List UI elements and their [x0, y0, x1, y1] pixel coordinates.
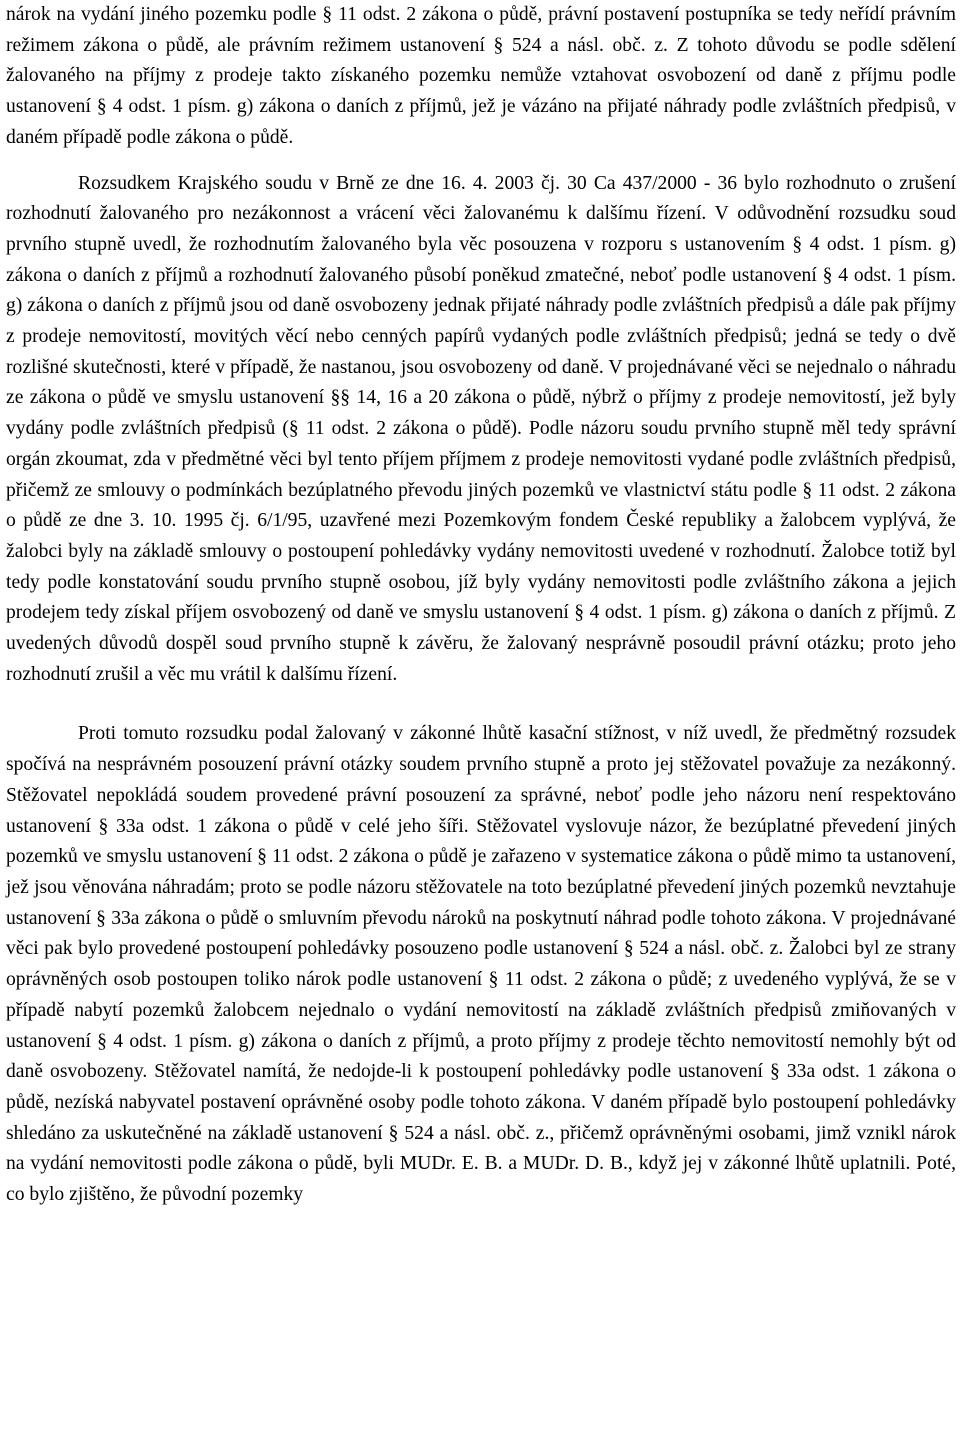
document-page [6, 0, 956, 1211]
paragraph-continuation: nárok na vydání jiného pozemku podle § 11 odst. 2 zákona o půdě, právní postavení postupníka se tedy neřídí právním režimem zákona o půdě, ale právním režimem ustanovení § 524 a násl. obč. z. Z tohoto důvodu se podle sdělení žalovaného na příjmy z prodeje takto získaného pozemku nemůže vztahovat osvobození od daně z příjmu podle ustanovení § 4 odst. 1 písm. g) zákona o daních z příjmů, jež je vázáno na přijaté náhrady podle zvláštních předpisů, v daném případě podle zákona o půdě. [6, 4, 956, 148]
paragraph-regional-court-judgment: Rozsudkem Krajského soudu v Brně ze dne 16. 4. 2003 čj. 30 Ca 437/2000 - 36 bylo rozhodnuto o zrušení rozhodnutí žalovaného pro nezákonnost a vrácení věci žalovanému k dalšímu řízení. V odůvodnění rozsudku soud prvního stupně uvedl, že rozhodnutím žalovaného byla věc posouzena v rozporu s ustanovením § 4 odst. 1 písm. g) zákona o daních z příjmů a rozhodnutí žalovaného působí poněkud zmatečné, neboť podle ustanovení § 4 odst. 1 písm. g) zákona o daních z příjmů jsou od daně osvobozeny jednak přijaté náhrady podle zvláštních předpisů a dále pak příjmy z prodeje nemovitostí, movitých věcí nebo cenných papírů vydaných podle zvláštních předpisů; jedná se tedy o dvě rozlišné skutečnosti, které v případě, že nastanou, jsou osvobozeny od daně. V projednávané věci se nejednalo o náhradu ze zákona o půdě ve smyslu ustanovení §§ 14, 16 a 20 zákona o půdě, nýbrž o příjmy z prodeje nemovitostí, jež byly vydány podle zvláštních předpisů (§ 11 odst. 2 zákona o půdě). Podle názoru soudu prvního stupně měl tedy správní orgán zkoumat, zda v předmětné věci byl tento příjem příjmem z prodeje nemovitosti vydané podle zvláštních předpisů, přičemž ze smlouvy o podmínkách bezúplatného převodu jiných pozemků ve vlastnictví státu podle § 11 odst. 2 zákona o půdě ze dne 3. 10. 1995 čj. 6/1/95, uzavřené mezi Pozemkovým fondem České republiky a žalobcem vyplývá, že žalobci byly na základě smlouvy o postoupení pohledávky vydány nemovitosti uvedené v rozhodnutí. Žalobce totiž byl tedy podle konstatování soudu prvního stupně osobou, jíž byly vydány nemovitosti podle zvláštního zákona a jejich prodejem tedy získal příjem osvobozený od daně ve smyslu ustanovení § 4 odst. 1 písm. g) zákona o daních z příjmů. Z uvedených důvodů dospěl soud prvního stupně k závěru, že žalovaný nesprávně posoudil právní otázku; proto jeho rozhodnutí zrušil a věc mu vrátil k dalšímu řízení. [6, 172, 956, 685]
paragraph-cassation-complaint: Proti tomuto rozsudku podal žalovaný v zákonné lhůtě kasační stížnost, v níž uvedl, že předmětný rozsudek spočívá na nesprávném posouzení právní otázky soudem prvního stupně a proto jej stěžovatel považuje za nezákonný. Stěžovatel nepokládá soudem provedené právní posouzení za správné, neboť podle jeho názoru není respektováno ustanovení § 33a odst. 1 zákona o půdě v celé jeho šíři. Stěžovatel vyslovuje názor, že bezúplatné převedení jiných pozemků ve smyslu ustanovení § 11 odst. 2 zákona o půdě je zařazeno v systematice zákona o půdě mimo ta ustanovení, jež jsou věnována náhradám; proto se podle názoru stěžovatele na toto bezúplatné převedení jiných pozemků nevztahuje ustanovení § 33a zákona o půdě o smluvním převodu nároků na poskytnutí náhrad podle tohoto zákona. V projednávané věci pak bylo provedené postoupení pohledávky posouzeno podle ustanovení § 524 a násl. obč. z. Žalobci byl ze strany oprávněných osob postoupen toliko nárok podle ustanovení § 11 odst. 2 zákona o půdě; z uvedeného vyplývá, že se v případě nabytí pozemků žalobcem nejednalo o vydání nemovitostí na základě zvláštních předpisů zmiňovaných v ustanovení § 4 odst. 1 písm. g) zákona o daních z příjmů, a proto příjmy z prodeje těchto nemovitostí nemohly být od daně osvobozeny. Stěžovatel namítá, že nedojde-li k postoupení pohledávky podle ustanovení § 33a odst. 1 zákona o půdě, nezíská nabyvatel postavení oprávněné osoby podle tohoto zákona. V daném případě bylo postoupení pohledávky shledáno za uskutečněné na základě ustanovení § 524 a násl. obč. z., přičemž oprávněnými osobami, jimž vznikl nárok na vydání nemovitosti podle zákona o půdě, byli MUDr. E. B. a MUDr. D. B., když jej v zákonné lhůtě uplatnili. Poté, co bylo zjištěno, že původní pozemky [6, 723, 956, 1206]
paragraph-spacer [6, 154, 956, 169]
paragraph-spacer [6, 690, 956, 719]
